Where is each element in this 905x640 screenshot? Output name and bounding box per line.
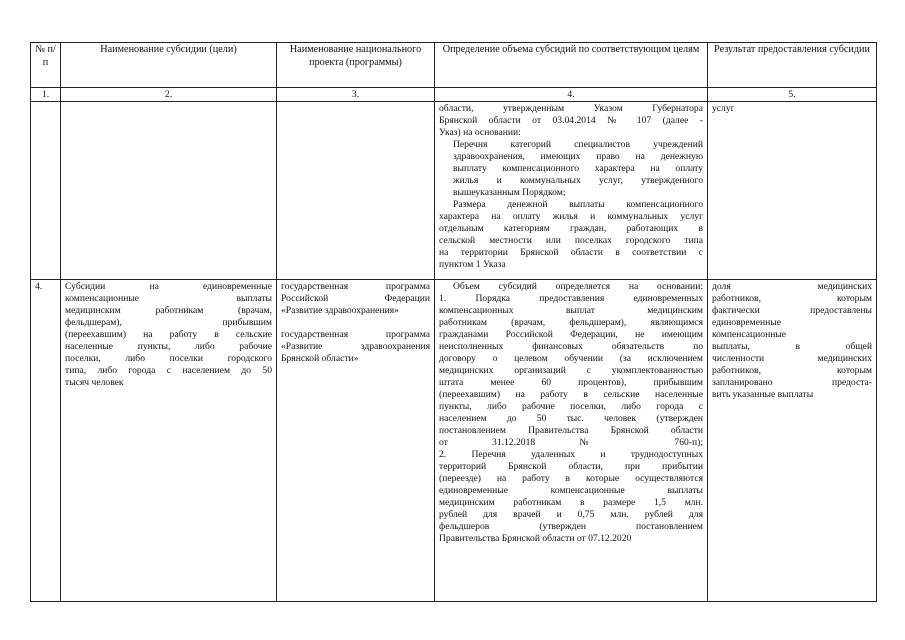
text-block: [712, 281, 872, 401]
text-line: компенсационных выплат медицинским: [439, 305, 703, 316]
text-line: государственная программа: [281, 329, 430, 340]
text-line: постановлением Правительства Брянской области: [439, 425, 703, 436]
header-number: № п/п: [31, 43, 61, 88]
text-line: единовременные компенсационные выплаты: [439, 485, 703, 496]
text-line: пункты, либо рабочие поселки, либо города с: [439, 401, 703, 412]
text-line: фактически предоставлены: [712, 305, 872, 316]
text-block: [439, 103, 703, 139]
text-line: работников, которым: [712, 293, 872, 304]
text-line: фельдшеров (утвержден постановлением: [439, 521, 703, 532]
text-line: Правительства Брянской области от 07.12.2020: [439, 533, 632, 544]
text-block: [281, 329, 430, 365]
text-line: от 31.12.2018 № 760-п);: [439, 437, 703, 448]
text-line: работникам (врачам, фельдшерам), являющимся: [439, 317, 703, 328]
text-line: работников, которым: [712, 365, 872, 376]
table-row-continued: [31, 102, 877, 280]
text-line: отдельным категориям граждан, работающих в: [439, 223, 703, 234]
column-numbers-row: [31, 88, 877, 102]
text-line: неисполненных финансовых обязательств по: [439, 341, 703, 352]
cell-empty: [31, 102, 61, 280]
table-row-4: [31, 280, 877, 602]
subsidy-table: [30, 42, 877, 602]
text-line: территорий Брянской области, при прибытии: [439, 461, 703, 472]
text-line: доля медицинских: [712, 281, 872, 292]
text-line: (переехавшим) на работу в сельские населенные: [439, 389, 703, 400]
column-number-5: 5.: [708, 88, 877, 102]
cell-volume-definition: [435, 280, 708, 602]
cell-volume-definition: [435, 102, 708, 280]
text-line: медицинских организаций с укомплектованностью: [439, 365, 703, 376]
text-line: государственная программа: [281, 281, 430, 292]
text-line: Брянской области от 03.04.2014 № 107 (далее -: [439, 115, 703, 126]
text-line: поселки, либо поселки городского: [65, 353, 272, 364]
text-line: 1. Порядка предоставления единовременных: [439, 293, 703, 304]
cell-empty: [61, 102, 277, 280]
cell-result: услуг: [708, 102, 877, 280]
cell-project-name: [277, 280, 435, 602]
text-block: [439, 139, 703, 199]
column-number-1: 1.: [31, 88, 61, 102]
text-line: фельдшерам), прибывшим: [65, 317, 272, 328]
text-line: (переехавшим) на работу в сельские: [65, 329, 272, 340]
text-line: медицинским работникам (врачам,: [65, 305, 272, 316]
text-line: пунктом 1 Указа: [439, 259, 506, 270]
text-line: на территории Брянской области в соответствии с: [439, 247, 703, 258]
text-line: тысяч человек: [65, 377, 124, 388]
header-subsidy-name: Наименование субсидии (цели): [61, 43, 277, 88]
row-number: 4.: [31, 280, 61, 602]
text-line: области, утвержденным Указом Губернатора: [439, 103, 703, 114]
text-block: [65, 281, 272, 389]
text-line: населенные пункты, либо рабочие: [65, 341, 272, 352]
text-line: Размера денежной выплаты компенсационного: [453, 199, 703, 210]
text-line: «Развитие здравоохранения: [281, 341, 430, 352]
text-line: Указ) на основании:: [439, 127, 521, 138]
cell-subsidy-name: [61, 280, 277, 602]
text-line: единовременные: [712, 317, 781, 328]
text-line: выплату компенсационного характера на оплату: [453, 163, 703, 174]
text-block: [439, 199, 703, 271]
text-line: Брянской области»: [281, 353, 359, 364]
text-line: запланировано предоста-: [712, 377, 872, 388]
text-block: [281, 281, 430, 317]
text-line: рублей для врачей и 0,75 млн. рублей для: [439, 509, 703, 520]
column-number-4: 4.: [435, 88, 708, 102]
header-result: Результат предоставления субсидии: [708, 43, 877, 88]
text-line: сельской местности или поселках городского типа: [439, 235, 703, 246]
text-line: «Развитие здравоохранения»: [281, 305, 399, 316]
text-line: компенсационные выплаты: [65, 293, 272, 304]
text-line: (переезде) на работу в которые осуществляются: [439, 473, 703, 484]
text-line: вить указанные выплаты: [712, 389, 814, 400]
text-line: гражданами Российской Федерации, не имеющим: [439, 329, 703, 340]
text-line: штата менее 60 процентов), прибывшим: [439, 377, 703, 388]
text-line: населением до 50 тыс. человек (утвержден: [439, 413, 703, 424]
text-line: Российской Федерации: [281, 293, 430, 304]
text-line: выплаты, в общей: [712, 341, 872, 352]
column-number-3: 3.: [277, 88, 435, 102]
text-line: численности медицинских: [712, 353, 872, 364]
text-line: здравоохранения, имеющих право на денежную: [453, 151, 703, 162]
text-line: Субсидии на единовременные: [65, 281, 272, 292]
table-header-row: [31, 43, 877, 88]
header-project-name: Наименование национального проекта (программы): [277, 43, 435, 88]
text-line: типа, либо города с населением до 50: [65, 365, 272, 376]
text-line: медицинским работникам в размере 1,5 млн.: [439, 497, 703, 508]
text-line: договору о целевом обучении (за исключением: [439, 353, 703, 364]
cell-empty: [277, 102, 435, 280]
text-line: Перечня категорий специалистов учреждений: [453, 139, 703, 150]
text-line: 2. Перечня удаленных и труднодоступных: [439, 449, 703, 460]
text-line: вышеуказанным Порядком;: [453, 187, 566, 198]
column-number-2: 2.: [61, 88, 277, 102]
cell-result: [708, 280, 877, 602]
text-line: жилья и коммунальных услуг, утвержденного: [453, 175, 703, 186]
header-volume-definition: Определение объема субсидий по соответствующим целям: [435, 43, 708, 88]
text-line: Объем субсидий определяется на основании:: [453, 281, 703, 292]
text-line: компенсационные: [712, 329, 787, 340]
text-line: характера на оплату жилья и коммунальных услуг: [439, 211, 703, 222]
text-block: [439, 281, 703, 545]
